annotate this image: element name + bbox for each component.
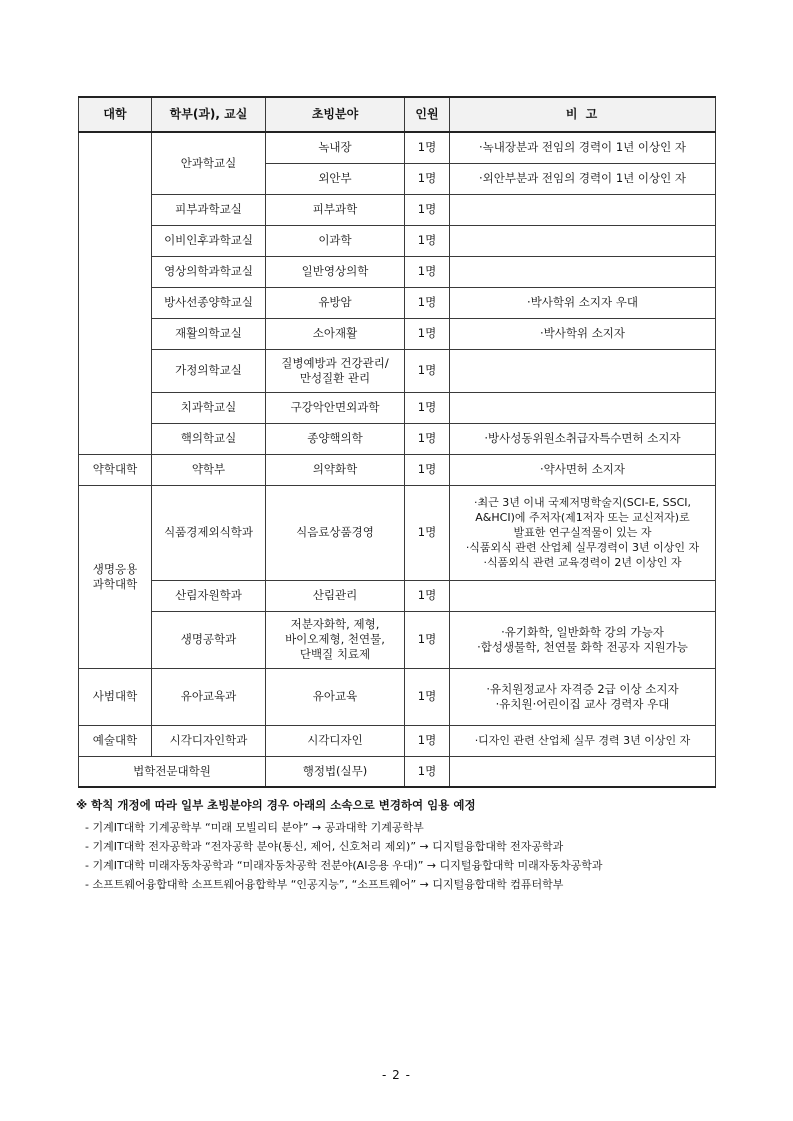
count-cell: 1명 bbox=[405, 318, 450, 349]
table-row bbox=[79, 318, 716, 349]
college-cell bbox=[79, 132, 152, 454]
college-cell: 사범대학 bbox=[79, 668, 152, 725]
department-cell: 약학부 bbox=[152, 454, 266, 485]
department-cell: 생명공학과 bbox=[152, 611, 266, 668]
department-cell: 안과학교실 bbox=[152, 132, 266, 194]
count-cell: 1명 bbox=[405, 423, 450, 454]
note-cell bbox=[450, 349, 716, 392]
note-cell: ·약사면허 소지자 bbox=[450, 454, 716, 485]
table-row bbox=[79, 756, 716, 787]
note-cell bbox=[450, 225, 716, 256]
header-count: 인원 bbox=[405, 97, 450, 132]
college-cell: 예술대학 bbox=[79, 725, 152, 756]
field-cell: 외안부 bbox=[266, 163, 405, 194]
field-cell: 소아재활 bbox=[266, 318, 405, 349]
table-row bbox=[79, 392, 716, 423]
footnote-heading: ※ 학칙 개정에 따라 일부 초빙분야의 경우 아래의 소속으로 변경하여 임용 예정 bbox=[76, 798, 476, 812]
field-cell: 유방암 bbox=[266, 287, 405, 318]
field-cell: 종양핵의학 bbox=[266, 423, 405, 454]
department-cell: 방사선종양학교실 bbox=[152, 287, 266, 318]
note-cell: ·녹내장분과 전임의 경력이 1년 이상인 자 bbox=[450, 132, 716, 163]
note-cell: ·유기화학, 일반화학 강의 가능자 ·합성생물학, 천연물 화학 전공자 지원가능 bbox=[450, 611, 716, 668]
footnote-item: - 기계IT대학 기계공학부 “미래 모빌리티 분야” → 공과대학 기계공학부 bbox=[85, 821, 424, 834]
note-cell: ·유치원정교사 자격증 2급 이상 소지자 ·유치원·어린이집 교사 경력자 우대 bbox=[450, 668, 716, 725]
count-cell: 1명 bbox=[405, 668, 450, 725]
count-cell: 1명 bbox=[405, 225, 450, 256]
table-row bbox=[79, 454, 716, 485]
table-row bbox=[79, 668, 716, 725]
recruitment-table bbox=[78, 96, 716, 788]
count-cell: 1명 bbox=[405, 349, 450, 392]
note-cell: ·디자인 관련 산업체 실무 경력 3년 이상인 자 bbox=[450, 725, 716, 756]
field-cell: 구강악안면외과학 bbox=[266, 392, 405, 423]
table-row bbox=[79, 423, 716, 454]
field-cell: 식음료상품경영 bbox=[266, 485, 405, 580]
field-cell: 시각디자인 bbox=[266, 725, 405, 756]
college-cell: 법학전문대학원 bbox=[79, 756, 266, 787]
footnote-item: - 기계IT대학 전자공학과 “전자공학 분야(통신, 제어, 신호처리 제외)” → 디지털융합대학 전자공학과 bbox=[85, 840, 564, 853]
note-cell bbox=[450, 194, 716, 225]
field-cell: 피부과학 bbox=[266, 194, 405, 225]
footnote-item: - 소프트웨어융합대학 소프트웨어융합학부 “인공지능”, “소프트웨어” → 디지털융합대학 컴퓨터학부 bbox=[85, 878, 564, 891]
department-cell: 핵의학교실 bbox=[152, 423, 266, 454]
note-cell: ·박사학위 소지자 우대 bbox=[450, 287, 716, 318]
field-cell: 의약화학 bbox=[266, 454, 405, 485]
header-field: 초빙분야 bbox=[266, 97, 405, 132]
field-cell: 행정법(실무) bbox=[266, 756, 405, 787]
note-cell: ·최근 3년 이내 국제저명학술지(SCI-E, SSCI, A&HCI)에 주저자(제1저자 또는 교신저자)로 발표한 연구실적물이 있는 자 ·식품외식 관련 산업체 실무경력이 3년 이상인 자 ·식품외식 관련 교육경력이 2년 이상인 자 bbox=[450, 485, 716, 580]
note-cell bbox=[450, 392, 716, 423]
note-cell: ·박사학위 소지자 bbox=[450, 318, 716, 349]
department-cell: 유아교육과 bbox=[152, 668, 266, 725]
note-cell bbox=[450, 256, 716, 287]
table-row bbox=[79, 132, 716, 163]
count-cell: 1명 bbox=[405, 256, 450, 287]
department-cell: 영상의학과학교실 bbox=[152, 256, 266, 287]
count-cell: 1명 bbox=[405, 287, 450, 318]
table-row bbox=[79, 725, 716, 756]
count-cell: 1명 bbox=[405, 454, 450, 485]
department-cell: 식품경제외식학과 bbox=[152, 485, 266, 580]
count-cell: 1명 bbox=[405, 485, 450, 580]
field-cell: 저분자화학, 제형, 바이오제형, 천연물, 단백질 치료제 bbox=[266, 611, 405, 668]
count-cell: 1명 bbox=[405, 580, 450, 611]
field-cell: 산림관리 bbox=[266, 580, 405, 611]
field-cell: 질병예방과 건강관리/ 만성질환 관리 bbox=[266, 349, 405, 392]
note-cell bbox=[450, 580, 716, 611]
note-cell bbox=[450, 756, 716, 787]
field-cell: 이과학 bbox=[266, 225, 405, 256]
note-cell: ·외안부분과 전임의 경력이 1년 이상인 자 bbox=[450, 163, 716, 194]
count-cell: 1명 bbox=[405, 163, 450, 194]
table-row bbox=[79, 287, 716, 318]
department-cell: 피부과학교실 bbox=[152, 194, 266, 225]
count-cell: 1명 bbox=[405, 194, 450, 225]
department-cell: 산림자원학과 bbox=[152, 580, 266, 611]
header-department: 학부(과), 교실 bbox=[152, 97, 266, 132]
table-row bbox=[79, 485, 716, 580]
footnote-item: - 기계IT대학 미래자동차공학과 “미래자동차공학 전분야(AI응용 우대)” → 디지털융합대학 미래자동차공학과 bbox=[85, 859, 603, 872]
count-cell: 1명 bbox=[405, 725, 450, 756]
page-number: - 2 - bbox=[382, 1068, 411, 1082]
field-cell: 녹내장 bbox=[266, 132, 405, 163]
field-cell: 일반영상의학 bbox=[266, 256, 405, 287]
count-cell: 1명 bbox=[405, 756, 450, 787]
department-cell: 가정의학교실 bbox=[152, 349, 266, 392]
table-row bbox=[79, 256, 716, 287]
footnotes bbox=[76, 796, 736, 894]
count-cell: 1명 bbox=[405, 132, 450, 163]
department-cell: 치과학교실 bbox=[152, 392, 266, 423]
table-row bbox=[79, 194, 716, 225]
table-row bbox=[79, 225, 716, 256]
header-college: 대학 bbox=[79, 97, 152, 132]
field-cell: 유아교육 bbox=[266, 668, 405, 725]
table-row bbox=[79, 580, 716, 611]
department-cell: 이비인후과학교실 bbox=[152, 225, 266, 256]
table-row bbox=[79, 349, 716, 392]
note-cell: ·방사성동위원소취급자특수면허 소지자 bbox=[450, 423, 716, 454]
college-cell: 생명응용 과학대학 bbox=[79, 485, 152, 668]
count-cell: 1명 bbox=[405, 392, 450, 423]
header-note: 비 고 bbox=[450, 97, 716, 132]
department-cell: 시각디자인학과 bbox=[152, 725, 266, 756]
table-header-row bbox=[79, 97, 716, 132]
table-row bbox=[79, 611, 716, 668]
department-cell: 재활의학교실 bbox=[152, 318, 266, 349]
college-cell: 약학대학 bbox=[79, 454, 152, 485]
count-cell: 1명 bbox=[405, 611, 450, 668]
